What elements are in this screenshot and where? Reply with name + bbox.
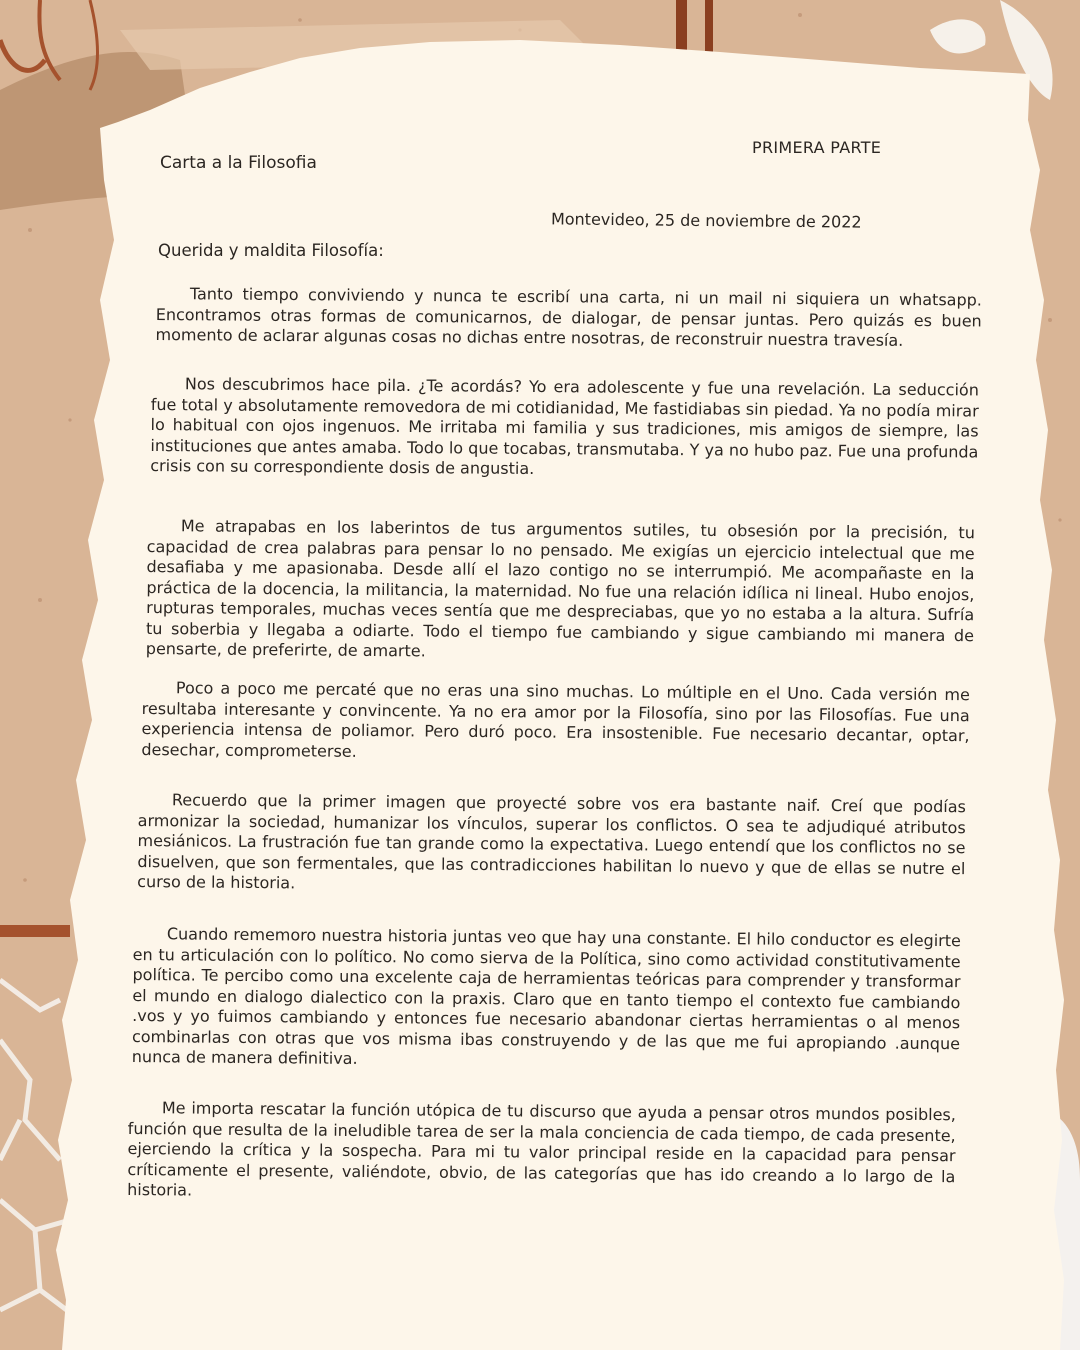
paragraph: Recuerdo que la primer imagen que proyecté sobre vos era bastante naif. Creí que podías armonizar la sociedad, humanizar los vínculos, superar los conflictos. O sea te adjudiqué atributos mesiánicos. La frustración fue tan grande como la expectativa. Luego entendí que los conflictos no se disuelven, que son fermentales, que las contradicciones habilitan lo nuevo y que de ellas se nutre el curso de la historia. <box>137 790 966 893</box>
paragraph: Me importa rescatar la función utópica de tu discurso que ayuda a pensar otros mundos posibles, función que resulta de la ineludible tarea de ser la mala conciencia de cada tiempo, de cada presente, ejerciendo la crítica y la sospecha. Para mi tu valor principal reside en la capacidad para pensar críticamente el presente, valiéndote, obvio, de las categorías que has ido creando a lo largo de la historia. <box>127 1098 956 1200</box>
paragraph: Me atrapabas en los laberintos de tus argumentos sutiles, tu obsesión por la precisión, tu capacidad de crea palabras para pensar lo no pensado. Me exigías un ejercicio intelectual que me desafiaba y me apasionaba. Desde allí el lazo contigo no se interrumpió. Me acompañaste en la práctica de la docencia, la militancia, la maternidad. No fue una relación idílica ni lineal. Hubo enojos, rupturas temporales, muchas veces sentía que me despreciabas, que yo no estaba a la altura. Sufría tu soberbia y llegaba a odiarte. Todo el tiempo fue cambiando y sigue cambiando mi manera de pensarte, de preferirte, de amarte. <box>145 516 975 661</box>
paragraph: Nos descubrimos hace pila. ¿Te acordás? Yo era adolescente y fue una revelación. La seducción fue total y absolutamente removedora de mi cotidianidad, Me fastidiabas sin piedad. Ya no podía mirar lo habitual con ojos ingenuos. Me irritaba mi familia y sus tradiciones, mis amigos de siempre, las instituciones que antes amaba. Todo lo que tocabas, transmutaba. Y ya no hubo paz. Fue una profunda crisis con su correspondiente dosis de angustia. <box>150 374 979 479</box>
paragraph: Cuando rememoro nuestra historia juntas veo que hay una constante. El hilo conductor es elegirte en tu articulación con lo político. No como sierva de la Política, sino como actividad constitutivamente política. Te percibo como una excelente caja de herramientas teóricas para comprender y transformar el mundo en dialogo dialectico con la praxis. Claro que en tanto tiempo el contexto fue cambiando .vos y yo fuimos cambiando y entonces fue necesario abandonar ciertas herramientas o al menos combinarlas con otras que vos misma ibas construyendo y de las que me fui apropiando .aunque nunca de manera definitiva. <box>131 924 961 1068</box>
part-label: PRIMERA PARTE <box>752 138 882 157</box>
paragraph: Poco a poco me percaté que no eras una sino muchas. Lo múltiple en el Uno. Cada versión me resultaba interesante y convincente. Ya no era amor por la Filosofía, sino por las Filosofías. Fue una experiencia intensa de poliamor. Pero duró poco. Era insostenible. Fue necesario decantar, optar, desechar, comprometerse. <box>141 678 970 761</box>
letter-title: Carta a la Filosofia <box>160 153 317 173</box>
paragraph: Tanto tiempo conviviendo y nunca te escribí una carta, ni un mail ni siquiera un whatsapp. Encontramos otras formas de comunicarnos, de dialogar, de pensar juntas. Pero quizás es buen momento de aclarar algunas cosas no dichas entre nosotras, de reconstruir nuestra travesía. <box>155 284 982 350</box>
salutation: Querida y maldita Filosofía: <box>158 241 384 260</box>
place-date: Montevideo, 25 de noviembre de 2022 <box>550 209 862 232</box>
